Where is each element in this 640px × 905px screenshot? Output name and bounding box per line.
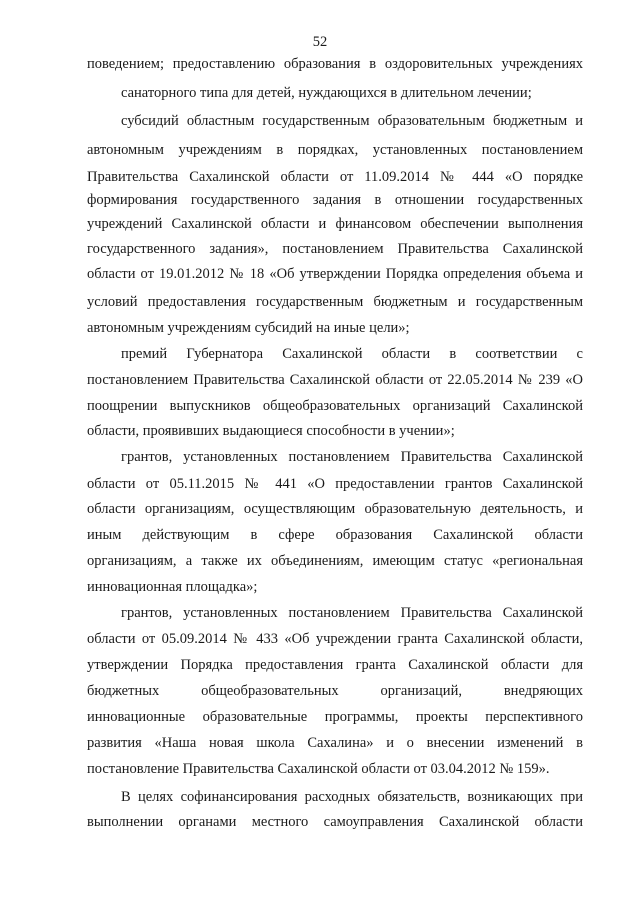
text-line: грантов, установленных постановлением Правительства Сахалинской [121,605,583,621]
text-line: государственного задания», постановлением Правительства Сахалинской [87,241,583,257]
text-line: организациям, а также их объединениям, имеющим статус «региональная [87,553,583,569]
text-line: постановление Правительства Сахалинской области от 03.04.2012 № 159». [87,761,550,777]
text-line: бюджетных общеобразовательных организаций, внедряющих [87,683,583,699]
text-line: грантов, установленных постановлением Правительства Сахалинской [121,449,583,465]
text-line: постановлением Правительства Сахалинской области от 22.05.2014 № 239 «О [87,372,583,388]
text-line: области от 19.01.2012 № 18 «Об утверждении Порядка определения объема и [87,266,583,282]
text-line: субсидий областным государственным образовательным бюджетным и [121,113,583,129]
text-line: поведением; предоставлению образования в оздоровительных учреждениях [87,56,583,72]
text-line: премий Губернатора Сахалинской области в соответствии с [121,346,583,362]
page-number: 52 [312,34,328,50]
text-line: области организациям, осуществляющим образовательную деятельность, и [87,501,583,517]
text-line: автономным учреждениям в порядках, установленных постановлением [87,142,583,158]
text-line: санаторного типа для детей, нуждающихся в длительном лечении; [121,85,532,101]
text-line: области от 05.11.2015 № 441 «О предоставлении грантов Сахалинской [87,476,583,492]
text-line: автономным учреждениям субсидий на иные цели»; [87,320,410,336]
text-line: поощрении выпускников общеобразовательных организаций Сахалинской [87,398,583,414]
text-line: иным действующим в сфере образования Сахалинской области [87,527,583,543]
text-line: формирования государственного задания в отношении государственных [87,192,583,208]
text-line: развития «Наша новая школа Сахалина» и о внесении изменений в [87,735,583,751]
text-line: инновационная площадка»; [87,579,258,595]
text-line: области, проявивших выдающиеся способности в учении»; [87,423,455,439]
text-line: выполнении органами местного самоуправления Сахалинской области [87,814,583,830]
text-line: В целях софинансирования расходных обязательств, возникающих при [121,789,583,805]
text-line: утверждении Порядка предоставления гранта Сахалинской области для [87,657,583,673]
text-line: учреждений Сахалинской области и финансовом обеспечении выполнения [87,216,583,232]
text-line: Правительства Сахалинской области от 11.09.2014 № 444 «О порядке [87,169,583,185]
text-line: инновационные образовательные программы, проекты перспективного [87,709,583,725]
text-line: условий предоставления государственным бюджетным и государственным [87,294,583,310]
text-line: области от 05.09.2014 № 433 «Об учреждении гранта Сахалинской области, [87,631,583,647]
